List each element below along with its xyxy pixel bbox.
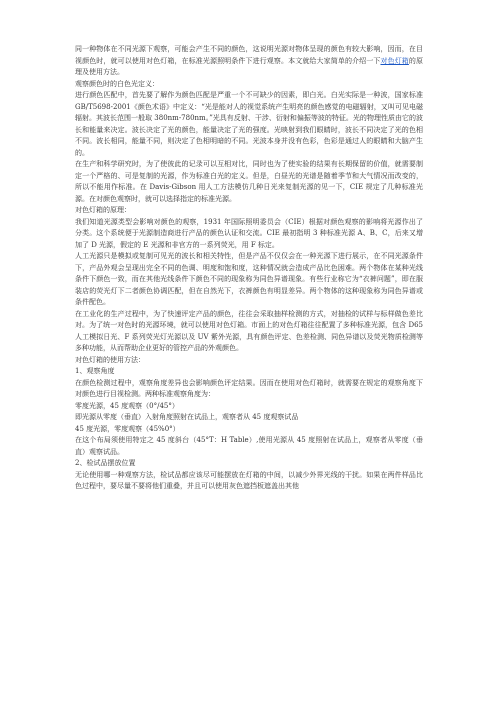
- section-heading-usage: 对色灯箱的使用方法：: [75, 355, 145, 364]
- paragraph-industrial-use: 在工业化的生产过程中，为了快速评定产品的颜色，往往会采取抽样检测的方式，对抽检的试样与标样做色差比对。为了统一对色时的光源环境，就可以使用对色灯箱。市面上的对色灯箱往往配置了多种标准光源，包含 D65 人工模拟日光、F 系列荧光灯光源以及 UV 紫外光源，具有颜色评定、色差检测、同色异谱以及荧光物质检测等多种功能，从而帮助企业更好的管控产品的外观颜色。: [75, 309, 423, 352]
- paragraph-sample-placement: 无论使用哪一种观察方法，检试品都应该尽可能摆放在灯箱的中间，以减少外界光线的干扰。如果在两件样品比色过程中，要尽量不要将他们重叠，并且可以使用灰色遮挡板遮盖出其他: [75, 470, 423, 490]
- light-box-link[interactable]: 对色灯箱: [380, 56, 409, 65]
- paragraph-white-light-definition: 进行颜色匹配中，首先要了解作为颜色匹配是严重一个不可缺少的因素，即白光。白光实际是一种波，国家标准 GB/T5698-2001《颜色术语》中定义：“光是能对人的视觉系统产生明亮的颜色感觉的电磁辐射，又叫可见电磁辐射。其波长范围一般取 380nm-780nm。”光具有反射、干涉、衍射和偏振等波的特征。光的物理性质由它的波长和能量来决定。波长决定了光的颜色，能量决定了光的强度。光映射到我们眼睛时，波长不同决定了光的色相不同。波长相同，能量不同，则决定了色相明暗的不同。光波本身并没有色彩，色彩是通过人的眼睛和大脑产生的。: [75, 91, 423, 157]
- section-heading-principle: 对色灯箱的原理：: [75, 206, 131, 214]
- paragraph-cie-classification: 我们知道光源类型会影响对颜色的观察，1931 年国际照明委员会（CIE）根据对颜色观察的影响将光源作出了分类。这个系统便于光源制造商进行产品的颜色认证和交流。CIE 最初指明 3 种标准光源 A、B、C，后来又增加了 D 光源，假定的 E 光源和非官方的一系列荧光，用 F 标定。: [75, 217, 423, 249]
- section-heading-white-light: 观察颜色时的白色光定义：: [75, 79, 159, 88]
- article-body: [75, 44, 423, 493]
- paragraph-metamerism: 人工光源只是模拟或复制可见光的波长和相关特性，但是产品不仅仅会在一种光源下进行展示，在不同光源条件下，产品外观会呈现出完全不同的色调、明度和饱和度，这种情况就会造成产品比色困难。两个物体在某种光线条件下颜色一致，而在其他光线条件下颜色不同的现象称为同色异谱现象。有些行业称它为“衣裤问题”，即在服装店的荧光灯下二者颜色协调匹配，但在自然光下，衣裤颜色有明显差异。两个物体的这种现象称为同色异谱或条件配色。: [75, 252, 423, 306]
- item-45-0: 45 度光源，零度观察（45%0°）: [75, 424, 180, 433]
- item-45-0-desc: 在这个布局须使用特定之 45 度斜台（45°T：H Table）,使用光源从 45 度照射在试品上，观察者从零度（垂直）观察试品。: [75, 436, 423, 456]
- item-0-45: 零度光源，45 度观察（0°/45°）: [75, 401, 179, 410]
- paragraph-viewing-angle: 在颜色检测过程中，观察角度差异也会影响颜色评定结果。因而在使用对色灯箱时，就需要在规定的观察角度下对颜色进行目视检测。两种标准观察角度为：: [75, 378, 423, 398]
- intro-paragraph: 同一种物体在不同光源下观察，可能会产生不同的颜色，这说明光源对物体呈现的颜色有较大影响，因而，在目视颜色时，就可以使用对色灯箱，在标准光源照明条件下进行观察。本文就给大家简单的介绍一下对色灯箱的原理及使用方法。: [75, 45, 424, 76]
- paragraph-standard-light-source: 在生产和科学研究时，为了使彼此的记录可以互相对比，同时也为了使实验的结果有长期保留的价值，就需要制定一个严格的、可是复制的光源，作为标准白光的定义。但是，白昼光的光谱是随着季节和大气情况而改变的，所以不能用作标准。在 Davis-Gibson 用人工方法模仿几种日光来复制光源的见一下，CIE 规定了几种标准光源。在对颜色观察时，就可以选择指定的标准光源。: [75, 160, 423, 203]
- subheading-sample-placement: 2、检试品摆放位置: [75, 459, 136, 467]
- item-0-45-desc: 即光源从零度（垂直）入射角度照射在试品上，观察者从 45 度观察试品: [75, 413, 299, 421]
- subheading-viewing-angle: 1、观察角度: [75, 367, 115, 375]
